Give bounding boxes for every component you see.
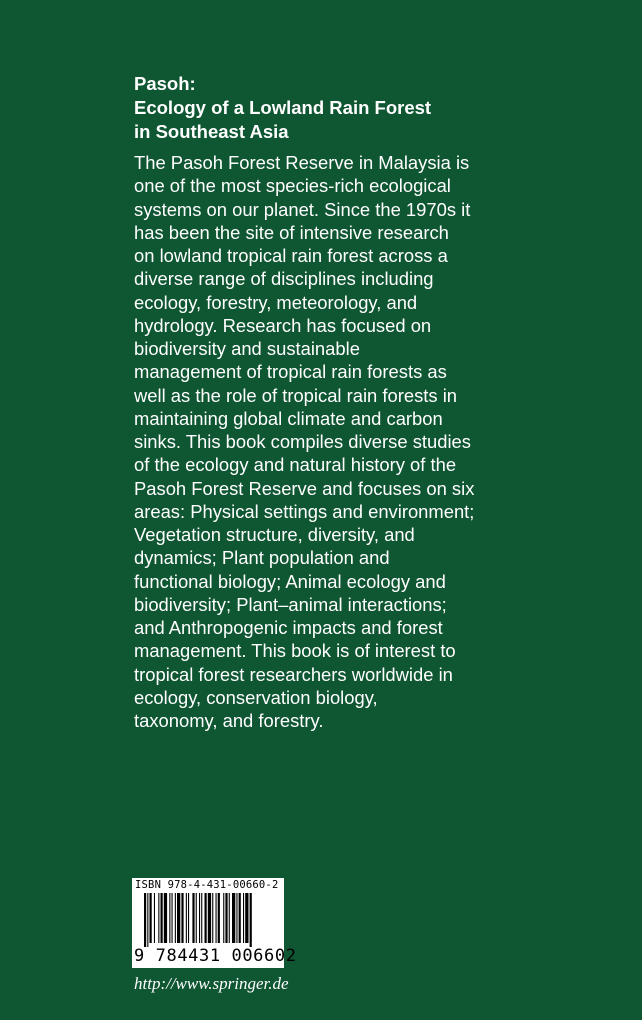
barcode-bar xyxy=(236,893,237,943)
description-line: well as the role of tropical rain forests in xyxy=(134,384,458,406)
description-line: management of tropical rain forests as xyxy=(134,361,447,383)
barcode-bar xyxy=(169,893,170,943)
description-line: taxonomy, and forestry. xyxy=(134,710,324,731)
back-cover-description xyxy=(134,151,594,732)
description-line: systems on our planet. Since the 1970s it xyxy=(134,198,471,220)
book-title xyxy=(134,72,594,144)
barcode-bar xyxy=(250,893,252,947)
barcode-bar xyxy=(216,893,217,943)
description-line: ecology, forestry, meteorology, and xyxy=(134,291,418,313)
description-line: The Pasoh Forest Reserve in Malaysia is xyxy=(134,152,470,173)
title-line: Pasoh: xyxy=(134,73,196,94)
barcode-bars-icon xyxy=(144,893,272,947)
description-line: areas: Physical settings and environment; xyxy=(134,500,475,522)
barcode-bar xyxy=(175,893,176,943)
description-line: biodiversity; Plant–animal interactions; xyxy=(134,593,447,615)
description-line: hydrology. Research has focused on xyxy=(134,314,432,336)
barcode-bar xyxy=(158,893,159,943)
barcode-bar xyxy=(164,893,167,943)
description-line: and Anthropogenic impacts and forest xyxy=(134,617,443,638)
description-line: biodiversity and sustainable xyxy=(134,338,360,359)
barcode-bar xyxy=(223,893,224,943)
barcode-bar xyxy=(172,893,173,943)
description-line: sinks. This book compiles diverse studies xyxy=(134,431,471,452)
barcode-bar xyxy=(150,893,152,943)
title-line: Ecology of a Lowland Rain Forest xyxy=(134,97,432,118)
barcode-bar xyxy=(239,893,241,943)
barcode-bar xyxy=(243,893,244,943)
barcode-bar xyxy=(181,893,183,943)
description-line: maintaining global climate and carbon xyxy=(134,407,443,429)
description-line: one of the most species-rich ecological xyxy=(134,175,451,197)
description-line: dynamics; Plant population and xyxy=(134,547,390,569)
barcode-bar xyxy=(144,893,146,947)
barcode-bar xyxy=(161,893,163,943)
description-line: Vegetation structure, diversity, and xyxy=(134,524,415,545)
description-line: tropical forest researchers worldwide in xyxy=(134,663,453,685)
barcode-bar xyxy=(188,893,189,943)
barcode-bar xyxy=(205,893,207,943)
description-line: Pasoh Forest Reserve and focuses on six xyxy=(134,477,475,499)
isbn-label: ISBN 978-4-431-00660-2 xyxy=(135,879,279,891)
barcode-bar xyxy=(186,893,187,943)
barcode-bar xyxy=(208,893,211,943)
barcode-bar xyxy=(225,893,227,943)
barcode-bar xyxy=(177,893,180,943)
description-line: functional biology; Animal ecology and xyxy=(134,570,446,592)
barcode-bar xyxy=(201,893,202,943)
description-line: on lowland tropical rain forest across a xyxy=(134,245,448,266)
barcode-bar xyxy=(218,893,220,943)
title-line: in Southeast Asia xyxy=(134,121,289,142)
isbn-barcode xyxy=(132,878,297,968)
description-line: management. This book is of interest to xyxy=(134,640,456,662)
barcode-bar xyxy=(199,893,200,943)
publisher-url[interactable]: http://www.springer.de xyxy=(134,974,289,993)
description-line: diverse range of disciplines including xyxy=(134,268,434,290)
barcode-bar xyxy=(212,893,213,943)
barcode-bar xyxy=(154,893,155,943)
description-line: ecology, conservation biology, xyxy=(134,686,378,708)
barcode-bar xyxy=(232,893,235,943)
barcode-bar xyxy=(245,893,248,943)
description-line: has been the site of intensive research xyxy=(134,221,449,243)
barcode-bar xyxy=(196,893,197,943)
barcode-bar xyxy=(147,893,148,947)
barcode-bar xyxy=(229,893,230,943)
description-line: of the ecology and natural history of the xyxy=(134,454,457,476)
barcode-bar xyxy=(192,893,194,943)
barcode-digits: 9 784431 006602 xyxy=(134,946,297,966)
